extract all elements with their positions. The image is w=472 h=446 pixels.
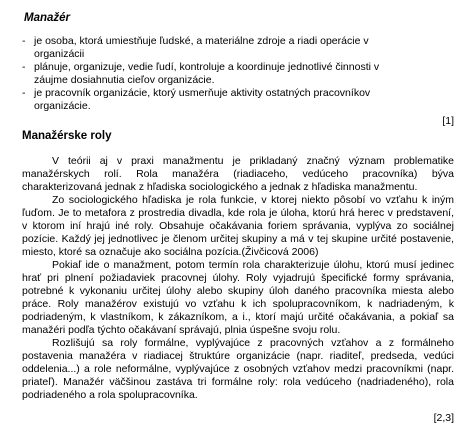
citation-1: [1] <box>442 115 454 127</box>
bullet-text: plánuje, organizuje, vedie ľudí, kontroluje a koordinuje jednotlivé činnosti v záujme dosiahnutia cieľov organizácie. <box>34 61 380 86</box>
bullet-item <box>22 61 454 87</box>
paragraph: Pokiaľ ide o manažment, potom termín rola charakterizuje úlohu, ktorú musí jedinec hrať pri plnení požiadaviek pracovnej úlohy. Roly vyjadrujú špecifické formy správania, potrebné k vykonaniu určitej úlohy alebo skupiny úloh daného pracovníka miesta alebo práce. Roly manažérov existujú vo vzťahu k ich spolupracovníkom, k nadriadeným, k podriadeným, k vlastníkom, k zákazníkom, a i., ktorí majú určité očakávania, a pokiaľ sa manažéri podľa týchto očakávaní správajú, plnia úspešne svoju rolu. <box>22 259 454 336</box>
bullet-marker: - <box>22 35 26 47</box>
citation-end: [2,3] <box>433 412 454 424</box>
paragraph: V teórii aj v praxi manažmentu je prikladaný značný význam problematike manažérskych rolí. Rola manažéra (riadiaceho, vedúceho pracovníka) býva charakterizovaná jednak z hľadiska sociologického a jednak z hľadiska manažmentu. <box>22 155 454 193</box>
paragraph: Rozlišujú sa roly formálne, vyplývajúce z pracovných vzťahov a z formálneho postavenia manažéra v riadiacej štruktúre organizácie (napr. riaditeľ, predseda, vedúci oddelenia...) a role neformálne, vyplývajúce z osobných vzťahov medzi pracovníkmi (napr. priateľ). Manažér väčšinou zastáva tri formálne roly: rola vedúceho (nadriadeného), rola podriadeného a rola spolupracovníka. <box>22 337 454 401</box>
bullet-text: je osoba, ktorá umiestňuje ľudské, a materiálne zdroje a riadi operácie v organizácii <box>34 35 369 60</box>
bullet-text: je pracovník organizácie, ktorý usmerňuje aktivity ostatných pracovníkov organizácie. <box>34 87 371 112</box>
bullet-marker: - <box>22 87 26 99</box>
bullet-item <box>22 87 454 113</box>
bullet-item <box>22 35 454 61</box>
heading-roles: Manažérske roly <box>22 130 112 142</box>
document-page <box>22 12 454 425</box>
heading-manager: Manažér <box>24 12 71 24</box>
bullet-marker: - <box>22 61 26 73</box>
paragraph: Zo sociologického hľadiska je rola funkcie, v ktorej niekto pôsobí vo vzťahu k iným ľuďom. Je to metafora z prostredia divadla, kde rola je úloha, ktorú hrá herec v predstavení, v ktorom iní hrajú iné roly. Obsahuje očakávania foriem správania, vyplýva zo sociálnej pozície. Každý jej jednotlivec je členom určitej skupiny a má v tej skupine určité postavenie, miesto, ktoré sa označuje ako sociálna pozícia.(Živčicová 2006) <box>22 194 454 258</box>
